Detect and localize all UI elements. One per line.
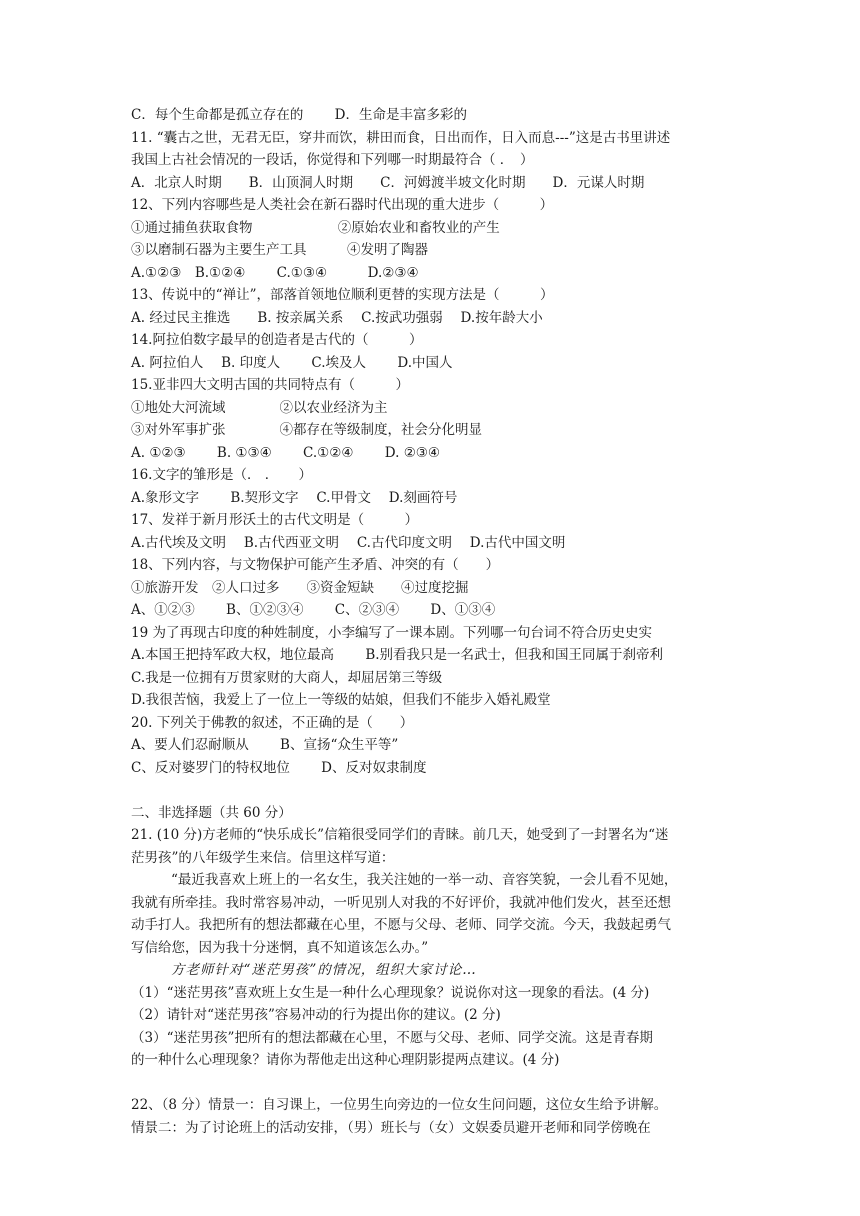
text-line: 茫男孩”的八年级学生来信。信里这样写道：	[131, 849, 395, 866]
sub-question: （1）“迷茫男孩”喜欢班上女生是一种什么心理现象？说说你对这一现象的看法。(4 分)	[131, 984, 650, 1001]
text-line: A、要人们忍耐顺从 B、宣扬“众生平等”	[131, 737, 399, 753]
document-body	[131, 104, 731, 1139]
text-line: 20. 下列关于佛教的叙述，不正确的是（ ）	[131, 714, 414, 731]
text-line: ③以磨制石器为主要生产工具 ④发明了陶器	[131, 242, 428, 258]
text-line: A. 阿拉伯人 B. 印度人 C.埃及人 D.中国人	[131, 354, 453, 371]
spacer	[131, 779, 731, 802]
text-line: A.本国王把持军政大权，地位最高 B.别看我只是一名武士，但我和国王同属于刹帝利	[131, 647, 664, 663]
text-line: 13、传说中的“禅让”，部落首领地位顺利更替的实现方法是（ ）	[131, 287, 554, 303]
text-line: 11. “囊古之世，无君无臣，穿井而饮，耕田而食，日出而作，日入而息---”这是古书里讲述	[131, 129, 671, 146]
letter-line: “最近我喜欢上班上的一名女生，我关注她的一举一动、音容笑貌，一会儿看不见她，	[171, 872, 678, 888]
text-line: 17、发祥于新月形沃土的古代文明是（ ）	[131, 512, 419, 528]
text-line: 19 为了再现古印度的种姓制度，小李编写了一课本剧。下列哪一句台词不符合历史史实	[131, 624, 652, 641]
text-line: 我国上古社会情况的一段话，你觉得和下列哪一时期最符合（ ． ）	[131, 152, 534, 168]
text-line: 15.亚非四大文明古国的共同特点有（ ）	[131, 377, 409, 393]
sub-question: （2）请针对“迷茫男孩”容易冲动的行为提出你的建议。(2 分)	[131, 1007, 501, 1023]
text-line: C.我是一位拥有万贯家财的大商人，却屈居第三等级	[131, 669, 443, 686]
spacer	[131, 1072, 731, 1095]
text-line: 22、（8 分）情景一：自习课上，一位男生向旁边的一位女生问问题，这位女生给予讲解。	[131, 1097, 668, 1113]
question-21	[131, 824, 731, 1072]
sub-question: 的一种什么心理现象？请你为帮他走出这种心理阴影提两点建议。(4 分)	[131, 1052, 560, 1068]
text-line: 16.文字的雏形是（． ． ）	[131, 467, 313, 483]
text-line: 12、下列内容哪些是人类社会在新石器时代出现的重大进步（ ）	[131, 197, 554, 213]
sub-question: （3）“迷茫男孩”把所有的想法都藏在心里，不愿与父母、老师、同学交流。这是青春期	[131, 1029, 653, 1046]
question-22	[131, 1094, 731, 1139]
text-line: A.古代埃及文明 B.古代西亚文明 C.古代印度文明 D.古代中国文明	[131, 534, 566, 551]
text-line: C、反对婆罗门的特权地位 D、反对奴隶制度	[131, 759, 427, 776]
section-title: 二、非选择题（共 60 分）	[131, 804, 292, 821]
text-line: D.我很苦恼，我爱上了一位上一等级的姑娘，但我们不能步入婚礼殿堂	[131, 692, 551, 708]
text-line: 18、下列内容，与文物保护可能产生矛盾、冲突的有（ ）	[131, 557, 500, 573]
text-line: A.象形文字 B.契形文字 C.甲骨文 D.刻画符号	[131, 489, 458, 506]
text-line: A.①②③ B.①②④ C.①③④ D.②③④	[131, 264, 419, 281]
text-line: ①通过捕鱼获取食物 ②原始农业和畜牧业的产生	[131, 219, 500, 236]
multiple-choice-block	[131, 104, 731, 779]
text-line: ①地处大河流域 ②以农业经济为主	[131, 399, 388, 416]
text-line: A. ①②③ B. ①③④ C.①②④ D. ②③④	[131, 444, 441, 461]
text-line: 14.阿拉伯数字最早的创造者是古代的（ ）	[131, 332, 423, 348]
text-line: 21. (10 分)方老师的“快乐成长”信箱很受同学们的青睐。前几天，她受到了一封署名为“迷	[131, 827, 669, 843]
text-line: C．每个生命都是孤立存在的 D．生命是丰富多彩的	[131, 107, 467, 123]
text-line: ①旅游开发 ②人口过多 ③资金短缺 ④过度挖掘	[131, 579, 469, 596]
letter-line: 写信给您，因为我十分迷惘，真不知道该怎么办。”	[131, 939, 429, 956]
text-line: ③对外军事扩张 ④都存在等级制度，社会分化明显	[131, 422, 482, 438]
letter-line: 动手打人。我把所有的想法都藏在心里，不愿与父母、老师、同学交流。今天，我鼓起勇气	[131, 917, 671, 933]
teacher-note: 方老师针对“迷茫男孩”的情况，组织大家讨论…	[171, 962, 477, 978]
text-line: A、①②③ B、①②③④ C、②③④ D、①③④	[131, 602, 496, 618]
text-line: A. 经过民主推选 B. 按亲属关系 C.按武功强弱 D.按年龄大小	[131, 309, 543, 326]
letter-line: 我就有所牵挂。我时常容易冲动，一听见别人对我的不好评价，我就冲他们发火，甚至还想	[131, 894, 671, 911]
text-line: 情景二：为了讨论班上的活动安排，（男）班长与（女）文娱委员避开老师和同学傍晚在	[131, 1119, 651, 1136]
text-line: A．北京人时期 B．山顶洞人时期 C．河姆渡半坡文化时期 D．元谋人时期	[131, 174, 645, 191]
